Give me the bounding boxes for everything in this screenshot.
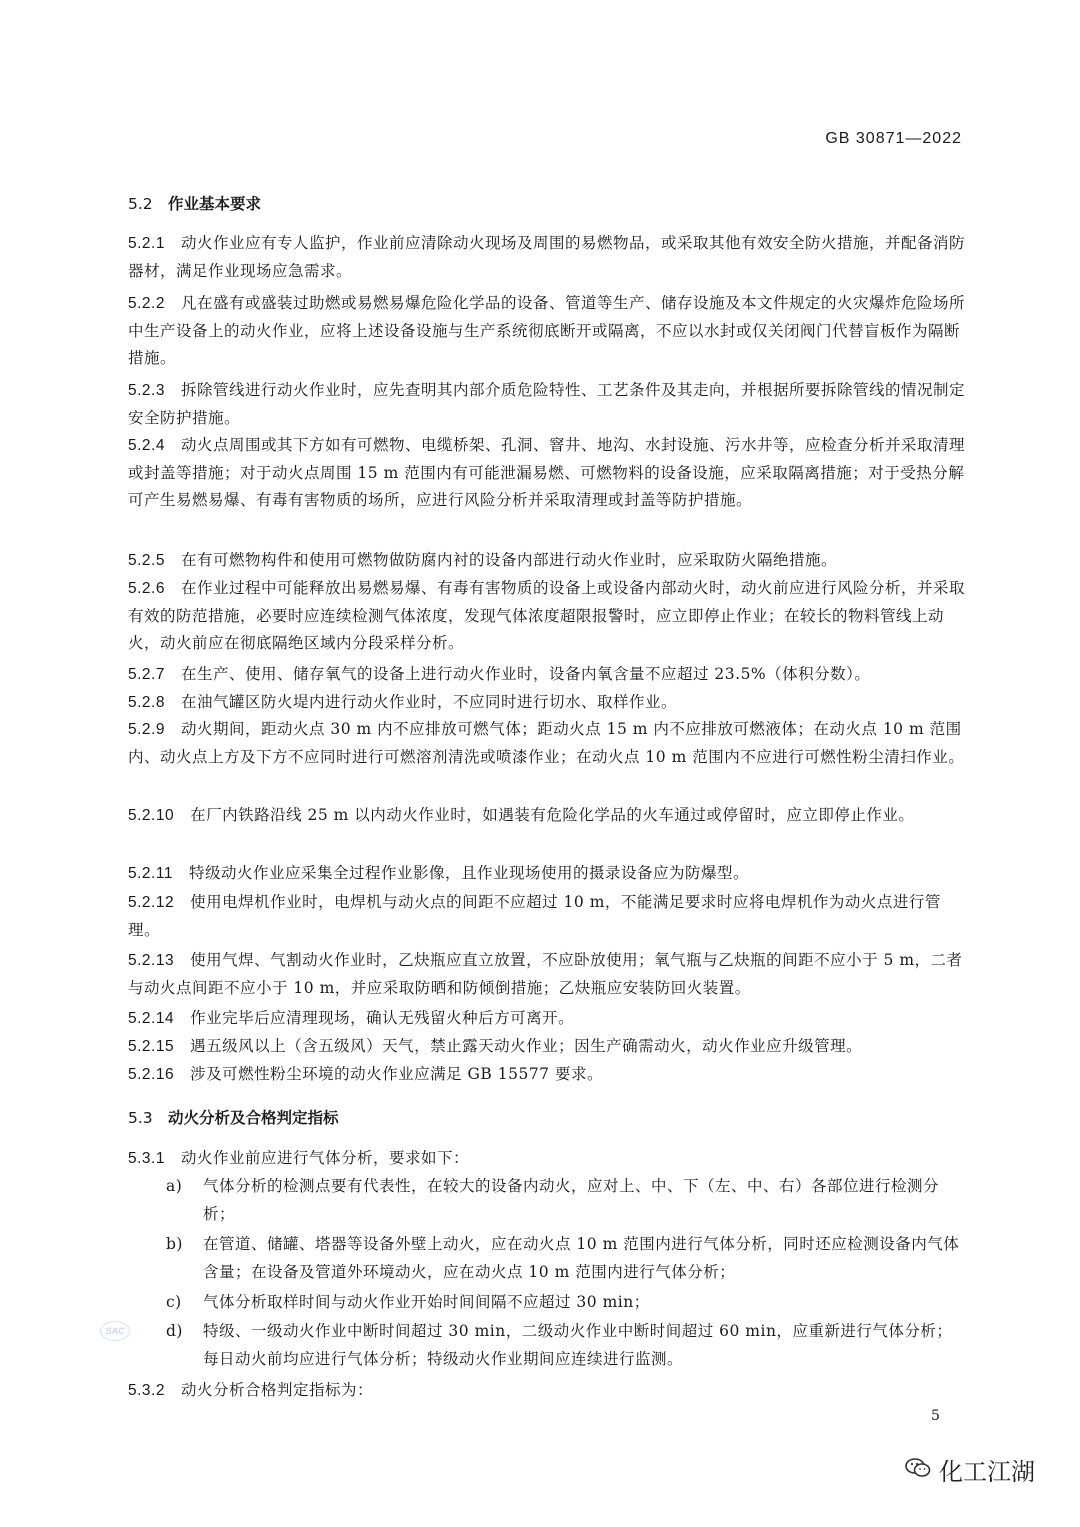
clause-5-2-1: 5.2.1 动火作业应有专人监护，作业前应清除动火现场及周围的易燃物品，或采取其他有效安全防火措施，并配备消防器材，满足作业现场应急需求。 <box>128 234 965 280</box>
clause-5-2-14: 5.2.14 作业完毕后应清理现场，确认无残留火种后方可离开。 <box>128 1009 575 1027</box>
list-item-c: c) 气体分析取样时间与动火作业开始时间间隔不应超过 30 min； <box>166 1293 650 1311</box>
clause-5-2-15: 5.2.15 遇五级风以上（含五级风）天气，禁止露天动火作业；因生产确需动火，动火作业应升级管理。 <box>128 1037 863 1055</box>
clause-5-3-1: 5.3.1 动火作业前应进行气体分析，要求如下： <box>128 1149 469 1167</box>
watermark-text: 化工江湖 <box>939 1458 1035 1486</box>
clause-5-2-16: 5.2.16 涉及可燃性粉尘环境的动火作业应满足 GB 15577 要求。 <box>128 1065 603 1083</box>
clause-5-2-6: 5.2.6 在作业过程中可能释放出易燃易爆、有毒有害物质的设备上或设备内部动火时，动火前应进行风险分析，并采取有效的防范措施，必要时应连续检测气体浓度，发现气体浓度超限报警时，应立即停止作业；在较长的物料管线上动火，动火前应在彻底隔绝区域内分段采样分析。 <box>128 579 965 652</box>
clause-5-2-4: 5.2.4 动火点周围或其下方如有可燃物、电缆桥架、孔洞、窨井、地沟、水封设施、污水井等，应检查分析并采取清理或封盖等措施；对于动火点周围 15 m 范围内有可能泄漏易燃、可燃物料的设备设施，应采取隔离措施；对于受热分解可产生易燃易爆、有毒有害物质的场所，应进行风险分析并采取清理或封盖等防护措施。 <box>128 436 965 509</box>
page-number: 5 <box>931 1408 940 1424</box>
clause-5-2-13: 5.2.13 使用气焊、气割动火作业时，乙炔瓶应直立放置，不应卧放使用；氧气瓶与乙炔瓶的间距不应小于 5 m，二者与动火点间距不应小于 10 m，并应采取防晒和防倾倒措施；乙炔瓶应安装防回火装置。 <box>128 951 963 997</box>
wechat-icon <box>905 1457 931 1483</box>
clause-5-2-7: 5.2.7 在生产、使用、储存氧气的设备上进行动火作业时，设备内氧含量不应超过 23.5%（体积分数）。 <box>128 665 871 683</box>
clause-5-2-2: 5.2.2 凡在盛有或盛装过助燃或易燃易爆危险化学品的设备、管道等生产、储存设施及本文件规定的火灾爆炸危险场所中生产设备上的动火作业，应将上述设备设施与生产系统彻底断开或隔离，不应以水封或仅关闭阀门代替盲板作为隔断措施。 <box>128 294 965 367</box>
section-title: 动火分析及合格判定指标 <box>168 1109 339 1127</box>
list-item-a: a) 气体分析的检测点要有代表性，在较大的设备内动火，应对上、中、下（左、中、右）各部位进行检测分析； <box>166 1177 940 1223</box>
list-item-b: b) 在管道、储罐、塔器等设备外壁上动火，应在动火点 10 m 范围内进行气体分析，同时还应检测设备内气体含量；在设备及管道外环境动火，应在动火点 10 m 范围内进行气体分析； <box>166 1235 960 1281</box>
clause-5-2-11: 5.2.11 特级动火作业应采集全过程作业影像，且作业现场使用的摄录设备应为防爆型。 <box>128 864 749 882</box>
clause-5-2-10: 5.2.10 在厂内铁路沿线 25 m 以内动火作业时，如遇装有危险化学品的火车通过或停留时，应立即停止作业。 <box>128 806 915 824</box>
section-heading-5-2: 5.2 作业基本要求 <box>128 195 262 213</box>
standard-code: GB 30871—2022 <box>825 130 962 147</box>
clause-5-2-3: 5.2.3 拆除管线进行动火作业时，应先查明其内部介质危险特性、工艺条件及其走向，并根据所要拆除管线的情况制定安全防护措施。 <box>128 381 965 427</box>
watermark <box>905 1452 1035 1487</box>
clause-5-3-2: 5.3.2 动火分析合格判定指标为： <box>128 1381 373 1399</box>
clause-5-2-12: 5.2.12 使用电焊机作业时，电焊机与动火点的间距不应超过 10 m，不能满足要求时应将电焊机作为动火点进行管理。 <box>128 893 941 939</box>
section-title: 作业基本要求 <box>168 195 262 213</box>
section-heading-5-3: 5.3 动火分析及合格判定指标 <box>128 1109 339 1127</box>
clause-5-2-5: 5.2.5 在有可燃物构件和使用可燃物做防腐内衬的设备内部进行动火作业时，应采取防火隔绝措施。 <box>128 551 837 569</box>
clause-5-2-9: 5.2.9 动火期间，距动火点 30 m 内不应排放可燃气体；距动火点 15 m 内不应排放可燃液体；在动火点 10 m 范围内、动火点上方及下方不应同时进行可燃溶剂清洗或喷漆作业；在动火点 10 m 范围内不应进行可燃性粉尘清扫作业。 <box>128 720 965 766</box>
list-item-d: d) 特级、一级动火作业中断时间超过 30 min，二级动火作业中断时间超过 60 min，应重新进行气体分析；每日动火前均应进行气体分析；特级动火作业期间应连续进行监测。 <box>166 1322 953 1368</box>
clause-5-2-8: 5.2.8 在油气罐区防火堤内进行动火作业时，不应同时进行切水、取样作业。 <box>128 693 677 711</box>
sac-seal-icon: SAC <box>100 1321 130 1341</box>
